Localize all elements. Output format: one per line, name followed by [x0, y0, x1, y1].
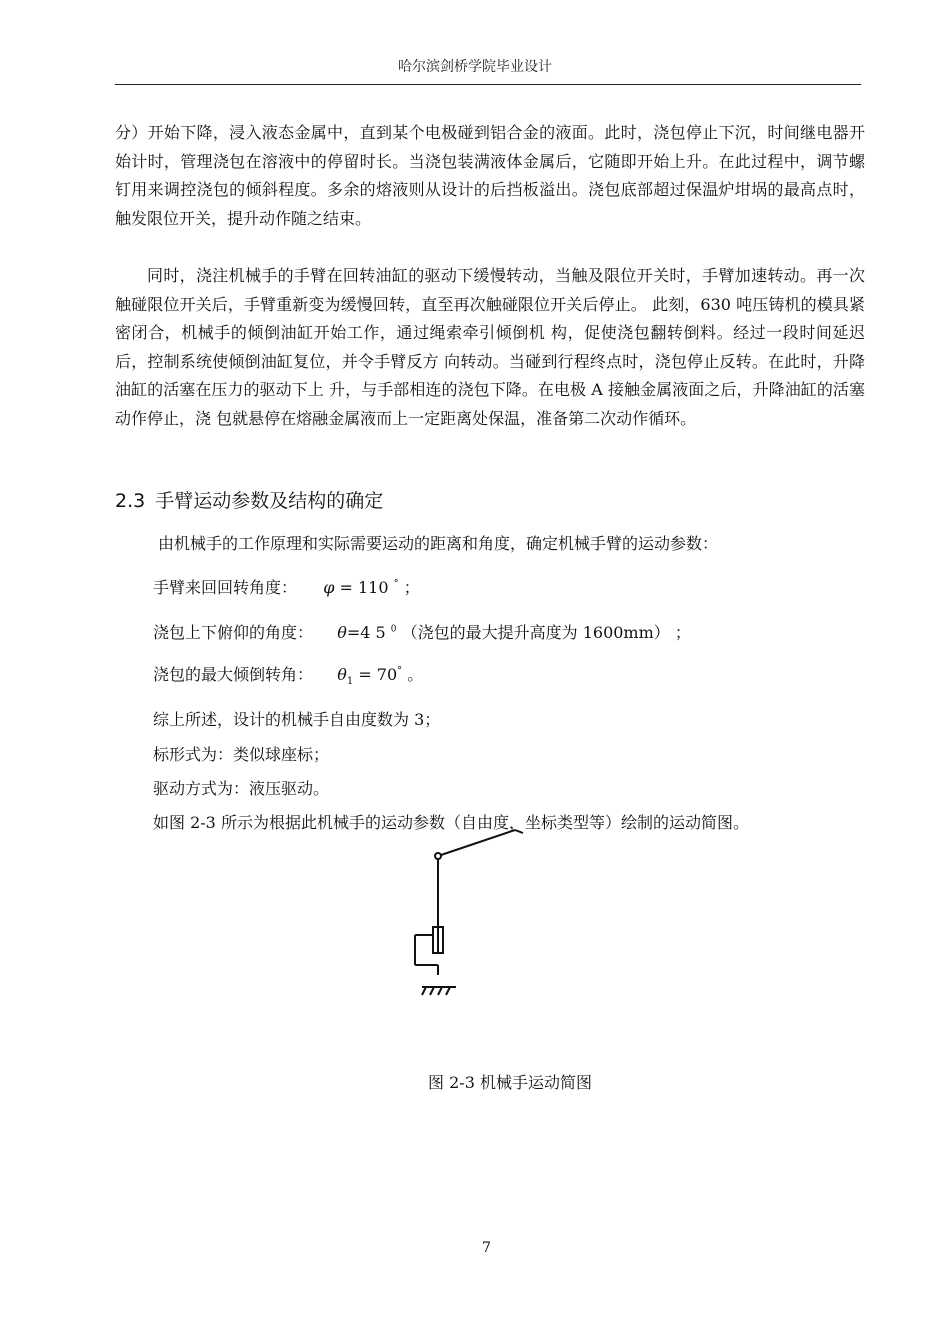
figure-caption: 图 2-3 机械手运动简图 [428, 1073, 592, 1092]
ground-hatch-2 [430, 987, 434, 995]
page-number: 7 [482, 1240, 491, 1256]
summary-coord: 标形式为：类似球座标； [153, 745, 330, 764]
page-header: 哈尔滨剑桥学院毕业设计 [398, 59, 552, 75]
joint-circle [435, 853, 441, 859]
tilt-subscript: 1 [346, 676, 354, 688]
ground-symbol [420, 985, 460, 997]
tilt-symbol: θ [337, 665, 347, 684]
section-title: 手臂运动参数及结构的确定 [155, 490, 384, 512]
summary-dof: 综上所述，设计的机械手自由度数为 3； [153, 710, 441, 729]
pitch-value: =4 5 [346, 623, 386, 642]
header-divider [115, 84, 861, 85]
paragraph-2: 同时，浇注机械手的手臂在回转油缸的驱动下缓慢转动，当触及限位开关时，手臂加速转动。再一次触碰限位开关后，手臂重新变为缓慢回转，直至再次触碰限位开关后停止。 此刻，630 吨压铸机的模具紧密闭合，机械手的倾倒油缸开始工作，通过绳索牵引倾倒机 构，促使浇包翻转倒料。经过一段时间延迟后，控制系统使倾倒油缸复位，并令手臂反方 向转动。当碰到行程终点时，浇包停止反转。在此时，升降油缸的活塞在压力的驱动下上 升，与手部相连的浇包下降。在电极 A 接触金属液面之后，升降油缸的活塞动作停止，浇 包就悬停在熔融金属液而上一定距离处保温，准备第二次动作循环。 [115, 266, 865, 428]
param-rotation [153, 575, 420, 598]
section-number: 2.3 [115, 490, 146, 512]
intro-text: 由机械手的工作原理和实际需要运动的距离和角度，确定机械手臂的运动参数： [158, 534, 719, 553]
paragraph-1: 分）开始下降，浸入液态金属中，直到某个电极碰到铝合金的液面。此时，浇包停止下沉，时间继电器开始计时，管理浇包在溶液中的停留时长。当浇包装满液体金属后，它随即开始上升。在此过程中，调节螺钉用来调控浇包的倾斜程度。多余的熔液则从设计的后挡板溢出。浇包底部超过保温炉坩埚的最高点时，触发限位开关，提升动作随之结束。 [115, 123, 865, 228]
ground-hatch-3 [438, 987, 442, 995]
section-heading [115, 486, 383, 513]
figure-reference: 如图 2-3 所示为根据此机械手的运动参数（自由度，坐标类型等）绘制的运动简图。 [153, 813, 749, 832]
tilt-end: 。 [407, 665, 424, 684]
rotation-label: 手臂来回回转角度： [153, 578, 298, 597]
summary-drive: 驱动方式为：液压驱动。 [153, 779, 330, 798]
tilt-unit: ° [397, 665, 403, 677]
pitch-label: 浇包上下俯仰的角度： [153, 623, 314, 642]
arm-tip [515, 830, 523, 833]
rotation-symbol: φ [323, 578, 335, 597]
kinematic-diagram [405, 815, 545, 975]
param-pitch [153, 620, 691, 643]
tilt-value: = 70 [358, 665, 398, 684]
pitch-symbol: θ [337, 623, 347, 642]
tilt-label: 浇包的最大倾倒转角： [153, 665, 314, 684]
rotation-value: = 110 [339, 578, 389, 597]
ground-hatch-1 [422, 987, 426, 995]
rotation-unit: ° [393, 578, 399, 590]
arm-segment [441, 830, 515, 855]
pitch-unit: 0 [390, 624, 397, 635]
rotation-end: ； [403, 578, 420, 597]
pitch-note: （浇包的最大提升高度为 1600mm） ； [401, 623, 691, 642]
ground-hatch-4 [446, 987, 450, 995]
param-tilt [153, 662, 423, 687]
